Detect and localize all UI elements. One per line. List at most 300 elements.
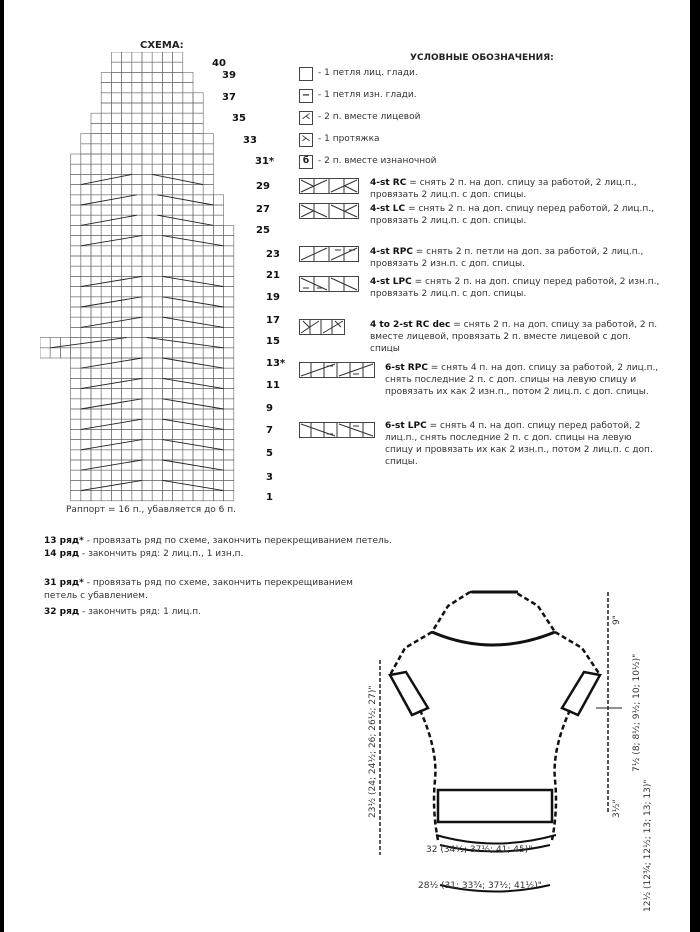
chart-cell bbox=[224, 358, 234, 368]
chart-cell bbox=[183, 144, 193, 154]
chart-cell bbox=[101, 134, 111, 144]
chart-cell bbox=[213, 195, 223, 205]
chart-cell bbox=[132, 287, 142, 297]
chart-cell bbox=[111, 429, 121, 439]
side-measure: 12½ (12¾; 12½; 13; 13; 13)" bbox=[643, 779, 653, 912]
chart-cell bbox=[152, 256, 162, 266]
chart-cell bbox=[142, 123, 152, 133]
chart-cell bbox=[224, 287, 234, 297]
chart-cell bbox=[203, 429, 213, 439]
chart-cell bbox=[71, 174, 81, 184]
chart-cell bbox=[224, 480, 234, 490]
chart-cell bbox=[183, 154, 193, 164]
row-number: 5 bbox=[266, 448, 273, 459]
chart-cell bbox=[122, 164, 132, 174]
chart-cell bbox=[183, 83, 193, 93]
chart-cell bbox=[71, 491, 81, 501]
collar-right-edge bbox=[470, 592, 555, 632]
legend-symbol-text: - 2 п. вместе лицевой bbox=[318, 112, 421, 122]
chart-cell bbox=[224, 307, 234, 317]
chart-cell bbox=[111, 205, 121, 215]
row-note-label: 13 ряд* bbox=[44, 536, 84, 546]
chart-cell bbox=[132, 113, 142, 123]
chart-cell bbox=[224, 470, 234, 480]
chart-cell bbox=[142, 358, 152, 368]
chart-cell bbox=[193, 307, 203, 317]
chart-cell bbox=[101, 429, 111, 439]
chart-cell bbox=[111, 225, 121, 235]
chart-cell bbox=[152, 450, 162, 460]
chart-cell bbox=[91, 307, 101, 317]
chart-cell bbox=[111, 144, 121, 154]
row-note-text: - провязать ряд по схеме, закончить перекрещиванием петель с убавлением. bbox=[44, 578, 353, 601]
chart-cell bbox=[183, 409, 193, 419]
chart-cell bbox=[224, 368, 234, 378]
chart-cell bbox=[152, 246, 162, 256]
chart-cell bbox=[142, 246, 152, 256]
chart-cell bbox=[162, 123, 172, 133]
chart-cell bbox=[101, 338, 111, 348]
cable-description: = снять 4 п. на доп. спицу перед работой, 2 лиц.п., снять последние 2 п. с доп. спицы на левую спицу и провязать их как 2 изн.п., потом 2 лиц.п. с доп. спицы. bbox=[385, 421, 653, 467]
chart-cell bbox=[203, 287, 213, 297]
chart-cell bbox=[173, 307, 183, 317]
chart-cell bbox=[91, 470, 101, 480]
cable-name: 4-st RC bbox=[370, 178, 407, 188]
chart-cell bbox=[101, 154, 111, 164]
chart-cell bbox=[111, 185, 121, 195]
chart-cell bbox=[213, 266, 223, 276]
chart-cell bbox=[122, 205, 132, 215]
cable-crossing bbox=[81, 195, 214, 205]
chart-cell bbox=[142, 348, 152, 358]
chart-cell bbox=[111, 256, 121, 266]
chart-cell bbox=[81, 225, 91, 235]
chart-cell bbox=[91, 144, 101, 154]
chart-cell bbox=[142, 297, 152, 307]
chart-cell bbox=[132, 134, 142, 144]
chart-cell bbox=[193, 429, 203, 439]
chart-cell bbox=[203, 134, 213, 144]
chart-cell bbox=[183, 185, 193, 195]
chart-cell bbox=[111, 195, 121, 205]
chart-cell bbox=[122, 491, 132, 501]
chart-cell bbox=[224, 297, 234, 307]
chart-cell bbox=[132, 144, 142, 154]
chart-cell bbox=[193, 134, 203, 144]
chart-cell bbox=[122, 185, 132, 195]
chart-cell bbox=[132, 215, 142, 225]
chart-cell bbox=[111, 154, 121, 164]
chart-cell bbox=[122, 389, 132, 399]
chart-cell bbox=[71, 389, 81, 399]
row-number: 17 bbox=[266, 315, 280, 326]
chart-cell bbox=[132, 103, 142, 113]
chart-cell bbox=[183, 327, 193, 337]
chart-cell bbox=[203, 164, 213, 174]
chart-cell bbox=[224, 389, 234, 399]
chart-cell bbox=[111, 123, 121, 133]
chart-cell bbox=[224, 266, 234, 276]
chart-cell bbox=[122, 144, 132, 154]
chart-cell bbox=[71, 287, 81, 297]
chart-cell bbox=[162, 174, 172, 184]
chart-cell bbox=[203, 348, 213, 358]
cable-6st-lpc-icon bbox=[299, 422, 375, 438]
chart-cell bbox=[122, 338, 132, 348]
chart-cell bbox=[213, 409, 223, 419]
chart-cell bbox=[203, 185, 213, 195]
chart-cell bbox=[81, 450, 91, 460]
chart-cell bbox=[224, 450, 234, 460]
chart-cell bbox=[224, 246, 234, 256]
chart-cell bbox=[162, 83, 172, 93]
chart-cell bbox=[132, 62, 142, 72]
chart-cell bbox=[224, 378, 234, 388]
chart-cell bbox=[173, 134, 183, 144]
chart-cell bbox=[152, 409, 162, 419]
cable-name: 4-st LPC bbox=[370, 277, 412, 287]
lower-length-measure: 3½" bbox=[612, 799, 622, 818]
chart-cell bbox=[81, 256, 91, 266]
chart-cell bbox=[91, 246, 101, 256]
chart-cell bbox=[213, 205, 223, 215]
chart-cell bbox=[173, 327, 183, 337]
chart-cell bbox=[162, 225, 172, 235]
ssk-icon: ⋋ bbox=[299, 133, 313, 147]
chart-cell bbox=[122, 62, 132, 72]
chart-cell bbox=[132, 225, 142, 235]
chart-cell bbox=[152, 307, 162, 317]
chart-cell bbox=[142, 62, 152, 72]
chart-cell bbox=[203, 174, 213, 184]
chart-cell bbox=[81, 409, 91, 419]
chart-cell bbox=[142, 440, 152, 450]
chart-cell bbox=[71, 348, 81, 358]
collar-measure: 9" bbox=[612, 615, 622, 625]
chart-cell bbox=[142, 389, 152, 399]
chart-cell bbox=[111, 327, 121, 337]
chart-cell bbox=[203, 266, 213, 276]
chart-cell bbox=[193, 256, 203, 266]
chart-cell bbox=[213, 368, 223, 378]
chart-cell bbox=[132, 307, 142, 317]
chart-cell bbox=[81, 246, 91, 256]
chart-cell bbox=[162, 93, 172, 103]
right-shoulder bbox=[555, 632, 600, 675]
chart-cell bbox=[183, 246, 193, 256]
chart-cell bbox=[142, 225, 152, 235]
chart-cell bbox=[71, 358, 81, 368]
chart-cell bbox=[111, 83, 121, 93]
chart-cell bbox=[173, 144, 183, 154]
chart-cell bbox=[71, 297, 81, 307]
chart-cell bbox=[193, 144, 203, 154]
cable-crossing bbox=[50, 338, 223, 348]
chart-cell bbox=[162, 450, 172, 460]
chart-cell bbox=[40, 338, 50, 348]
chart-cell bbox=[183, 134, 193, 144]
chart-cell bbox=[91, 205, 101, 215]
chart-cell bbox=[81, 368, 91, 378]
chart-cell bbox=[101, 164, 111, 174]
chart-cell bbox=[132, 368, 142, 378]
chart-cell bbox=[183, 368, 193, 378]
cable-name: 4 to 2-st RC dec bbox=[370, 320, 451, 330]
chart-cell bbox=[71, 266, 81, 276]
chart-cell bbox=[183, 225, 193, 235]
chart-cell bbox=[91, 154, 101, 164]
chart-cell bbox=[162, 113, 172, 123]
chart-cell bbox=[101, 144, 111, 154]
chart-cell bbox=[111, 62, 121, 72]
chart-cell bbox=[152, 205, 162, 215]
chart-cell bbox=[173, 215, 183, 225]
chart-cell bbox=[173, 491, 183, 501]
chart-cell bbox=[132, 195, 142, 205]
row-note-label: 31 ряд* bbox=[44, 578, 84, 588]
legend-symbol-text: - 1 протяжка bbox=[318, 134, 380, 144]
chart-cell bbox=[81, 327, 91, 337]
chart-cell bbox=[162, 72, 172, 82]
chart-cell bbox=[173, 256, 183, 266]
legend-cable-text bbox=[370, 319, 660, 355]
chart-cell bbox=[162, 52, 172, 62]
chart-cell bbox=[111, 246, 121, 256]
chart-cell bbox=[152, 460, 162, 470]
chart-cell bbox=[173, 470, 183, 480]
chart-cell bbox=[50, 348, 60, 358]
chart-cell bbox=[142, 287, 152, 297]
body-left-side bbox=[420, 710, 438, 840]
chart-cell bbox=[71, 246, 81, 256]
chart-cell bbox=[152, 358, 162, 368]
chart-cell bbox=[142, 113, 152, 123]
chart-cell bbox=[173, 185, 183, 195]
chart-cell bbox=[132, 205, 142, 215]
row-number: 35 bbox=[232, 113, 246, 124]
chart-cell bbox=[71, 215, 81, 225]
chart-cell bbox=[162, 154, 172, 164]
chart-cell bbox=[101, 185, 111, 195]
chart-cell bbox=[162, 348, 172, 358]
chart-cell bbox=[142, 399, 152, 409]
chart-cell bbox=[111, 52, 121, 62]
chart-cell bbox=[132, 123, 142, 133]
chart-cell bbox=[173, 52, 183, 62]
chart-cell bbox=[193, 205, 203, 215]
chart-cell bbox=[162, 266, 172, 276]
chart-cell bbox=[91, 327, 101, 337]
cable-name: 6-st RPC bbox=[385, 363, 428, 373]
chart-cell bbox=[142, 256, 152, 266]
legend-title: УСЛОВНЫЕ ОБОЗНАЧЕНИЯ: bbox=[410, 53, 554, 63]
chart-cell bbox=[142, 205, 152, 215]
chart-cell bbox=[122, 225, 132, 235]
chart-cell bbox=[193, 409, 203, 419]
chart-cell bbox=[162, 185, 172, 195]
chart-cell bbox=[122, 83, 132, 93]
chart-cell bbox=[142, 103, 152, 113]
cable-4st-lc-icon bbox=[299, 203, 359, 219]
chart-cell bbox=[142, 470, 152, 480]
length-measure: 23½ (24; 24½; 26; 26½; 27)" bbox=[368, 685, 378, 818]
chart-cell bbox=[132, 93, 142, 103]
chart-cell bbox=[152, 164, 162, 174]
body-right-side bbox=[552, 710, 570, 840]
chart-cell bbox=[122, 348, 132, 358]
chart-cell bbox=[91, 164, 101, 174]
neck-edge bbox=[432, 632, 555, 645]
chart-cell bbox=[122, 368, 132, 378]
chart-cell bbox=[152, 389, 162, 399]
row-number: 9 bbox=[266, 403, 273, 414]
chart-cell bbox=[152, 317, 162, 327]
chart-cell bbox=[152, 266, 162, 276]
chart-cell bbox=[132, 491, 142, 501]
chart-cell bbox=[91, 338, 101, 348]
chart-cell bbox=[71, 276, 81, 286]
chart-cell bbox=[183, 266, 193, 276]
cable-name: 4-st LC bbox=[370, 204, 406, 214]
chart-cell bbox=[91, 491, 101, 501]
chart-cell bbox=[183, 72, 193, 82]
chart-cell bbox=[213, 470, 223, 480]
garment-schematic bbox=[360, 580, 660, 925]
row-number: 39 bbox=[222, 70, 236, 81]
chart-cell bbox=[213, 429, 223, 439]
knit-stitch-icon bbox=[299, 67, 313, 81]
chart-cell bbox=[183, 164, 193, 174]
chart-cell bbox=[91, 429, 101, 439]
chart-cell bbox=[101, 83, 111, 93]
chart-cell bbox=[101, 266, 111, 276]
chart-cell bbox=[111, 348, 121, 358]
row-number: 25 bbox=[256, 225, 270, 236]
chart-cell bbox=[101, 409, 111, 419]
chart-cell bbox=[132, 72, 142, 82]
chart-cell bbox=[152, 399, 162, 409]
chart-cell bbox=[71, 317, 81, 327]
row-number: 3 bbox=[266, 472, 273, 483]
chart-cell bbox=[142, 480, 152, 490]
chart-cell bbox=[183, 123, 193, 133]
chart-cell bbox=[81, 266, 91, 276]
chart-cell bbox=[152, 103, 162, 113]
chart-cell bbox=[183, 205, 193, 215]
chart-cell bbox=[71, 429, 81, 439]
chart-cell bbox=[71, 256, 81, 266]
chart-cell bbox=[122, 470, 132, 480]
chart-cell bbox=[101, 389, 111, 399]
chart-cell bbox=[173, 348, 183, 358]
chart-cell bbox=[193, 287, 203, 297]
row-number: 23 bbox=[266, 249, 280, 260]
chart-cell bbox=[101, 256, 111, 266]
chart-cell bbox=[193, 266, 203, 276]
chart-cell bbox=[142, 154, 152, 164]
chart-cell bbox=[162, 470, 172, 480]
chart-cell bbox=[60, 348, 70, 358]
chart-cell bbox=[173, 225, 183, 235]
chart-cell bbox=[152, 134, 162, 144]
chart-cell bbox=[71, 205, 81, 215]
chart-cell bbox=[152, 419, 162, 429]
chart-cell bbox=[224, 225, 234, 235]
chart-cell bbox=[132, 389, 142, 399]
cable-description: = снять 2 п. на доп. спицу за работой, 2 п. вместе лицевой, провязать 2 п. вместе лицевой с доп. спицы bbox=[370, 320, 658, 354]
stitch-chart bbox=[40, 52, 250, 502]
chart-cell bbox=[152, 470, 162, 480]
chart-cell bbox=[162, 246, 172, 256]
chart-cell bbox=[213, 491, 223, 501]
chart-cell bbox=[142, 185, 152, 195]
chart-cell bbox=[81, 144, 91, 154]
repeat-note: Раппорт = 16 п., убавляется до 6 п. bbox=[66, 505, 237, 515]
chart-cell bbox=[142, 317, 152, 327]
chart-cell bbox=[142, 276, 152, 286]
chart-cell bbox=[152, 83, 162, 93]
chart-cell bbox=[142, 419, 152, 429]
cable-description: = снять 2 п. на доп. спицу за работой, 2 лиц.п., провязать 2 лиц.п. с доп. спицы. bbox=[370, 178, 637, 200]
chart-cell bbox=[111, 307, 121, 317]
chart-cell bbox=[152, 195, 162, 205]
chart-cell bbox=[101, 246, 111, 256]
left-sleeve-cuff bbox=[390, 672, 428, 715]
chart-cell bbox=[183, 174, 193, 184]
chart-cell bbox=[122, 256, 132, 266]
chart-cell bbox=[224, 348, 234, 358]
chart-cell bbox=[203, 389, 213, 399]
chart-cell bbox=[122, 246, 132, 256]
chart-cell bbox=[122, 450, 132, 460]
chart-cell bbox=[152, 52, 162, 62]
cable-4to2-dec-icon bbox=[299, 319, 345, 335]
chart-cell bbox=[203, 256, 213, 266]
chart-cell bbox=[162, 256, 172, 266]
chart-cell bbox=[101, 72, 111, 82]
chart-cell bbox=[173, 287, 183, 297]
chart-cell bbox=[203, 491, 213, 501]
chart-cell bbox=[224, 419, 234, 429]
chart-cell bbox=[224, 276, 234, 286]
chart-cell bbox=[132, 185, 142, 195]
chart-cell bbox=[224, 338, 234, 348]
chart-cell bbox=[142, 195, 152, 205]
chart-cell bbox=[173, 266, 183, 276]
cable-4st-lpc-icon bbox=[299, 276, 359, 292]
row-note-label: 32 ряд bbox=[44, 607, 80, 617]
row-number: 11 bbox=[266, 380, 280, 391]
chart-cell bbox=[132, 154, 142, 164]
chart-cell bbox=[91, 287, 101, 297]
cable-description: = снять 2 п. на доп. спицу перед работой, 2 лиц.п., провязать 2 лиц.п. с доп. спицы. bbox=[370, 204, 654, 226]
chart-cell bbox=[203, 154, 213, 164]
row-number: 40 bbox=[212, 58, 226, 69]
chart-cell bbox=[91, 174, 101, 184]
chart-cell bbox=[142, 378, 152, 388]
chart-cell bbox=[224, 317, 234, 327]
chart-cell bbox=[203, 450, 213, 460]
chart-cell bbox=[91, 409, 101, 419]
chart-cell bbox=[213, 327, 223, 337]
chart-cell bbox=[142, 368, 152, 378]
chart-cell bbox=[122, 266, 132, 276]
legend-cable-text bbox=[385, 362, 660, 398]
hem-band bbox=[438, 790, 552, 822]
chart-cell bbox=[162, 429, 172, 439]
chart-cell bbox=[81, 134, 91, 144]
legend-symbol-text: - 1 петля изн. глади. bbox=[318, 90, 417, 100]
